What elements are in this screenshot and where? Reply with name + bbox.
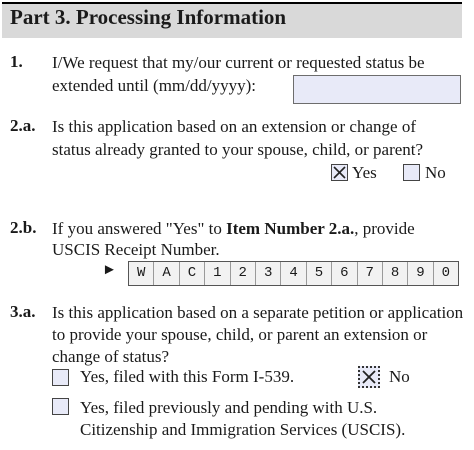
item-2b-question-line2: USCIS Receipt Number. <box>52 240 220 259</box>
item-2b-text-bold: Item Number 2.a. <box>226 219 355 238</box>
receipt-char: 3 <box>256 262 281 285</box>
item-2a-yes-checkbox[interactable] <box>331 164 348 181</box>
item-3a-yes-previously-label-line2: Citizenship and Immigration Services (USCIS). <box>80 420 406 439</box>
item-2a-question-line2: status already granted to your spouse, child, or parent? <box>52 140 424 159</box>
item-3a-question-line3: change of status? <box>52 347 170 366</box>
item-3a-no-checkbox[interactable] <box>358 366 380 388</box>
x-mark-icon <box>333 166 346 179</box>
receipt-char: 1 <box>205 262 230 285</box>
item-3a-yes-previously-label-line1: Yes, filed previously and pending with U.S. <box>80 398 378 417</box>
receipt-char: 4 <box>281 262 306 285</box>
item-1-question-line1: I/We request that my/our current or requested status be <box>52 53 425 72</box>
item-3a-no-label: No <box>389 367 410 386</box>
item-1-question-line2: extended until (mm/dd/yyyy): <box>52 76 256 95</box>
item-2a-no-checkbox[interactable] <box>403 164 420 181</box>
item-2a-no-label: No <box>425 163 446 182</box>
item-2b-text-post: , provide <box>354 219 415 238</box>
item-3a-yes-this-form-label: Yes, filed with this Form I-539. <box>80 367 295 386</box>
receipt-number-field[interactable] <box>128 261 459 286</box>
item-3a-question-line2: to provide your spouse, child, or parent an extension or <box>52 325 428 344</box>
receipt-char: 5 <box>307 262 332 285</box>
receipt-char: 6 <box>332 262 357 285</box>
section-title: Part 3. Processing Information <box>10 5 287 29</box>
receipt-char: C <box>180 262 205 285</box>
receipt-char: W <box>129 262 154 285</box>
receipt-char: 9 <box>408 262 433 285</box>
x-mark-icon <box>361 369 377 385</box>
item-2a-yes-label: Yes <box>352 163 377 182</box>
item-2b-text-pre: If you answered "Yes" to <box>52 219 227 238</box>
receipt-char: 0 <box>441 265 451 281</box>
item-3a-yes-this-form-checkbox[interactable] <box>52 369 69 386</box>
receipt-char: 8 <box>383 262 408 285</box>
item-3a-yes-previously-checkbox[interactable] <box>52 398 69 415</box>
item-2b-question-line1 <box>52 217 415 240</box>
extend-until-date-field[interactable] <box>293 75 461 104</box>
item-2b-number: 2.b. <box>10 218 37 237</box>
receipt-char: A <box>154 262 179 285</box>
item-2a-number: 2.a. <box>10 116 36 135</box>
item-2a-question-line1: Is this application based on an extension or change of <box>52 117 416 136</box>
right-arrow-icon: ► <box>102 262 117 278</box>
item-3a-number: 3.a. <box>10 302 36 321</box>
receipt-char: 7 <box>358 262 383 285</box>
receipt-char: 2 <box>231 262 256 285</box>
item-1-number: 1. <box>10 52 23 71</box>
item-3a-question-line1: Is this application based on a separate petition or application <box>52 303 464 322</box>
